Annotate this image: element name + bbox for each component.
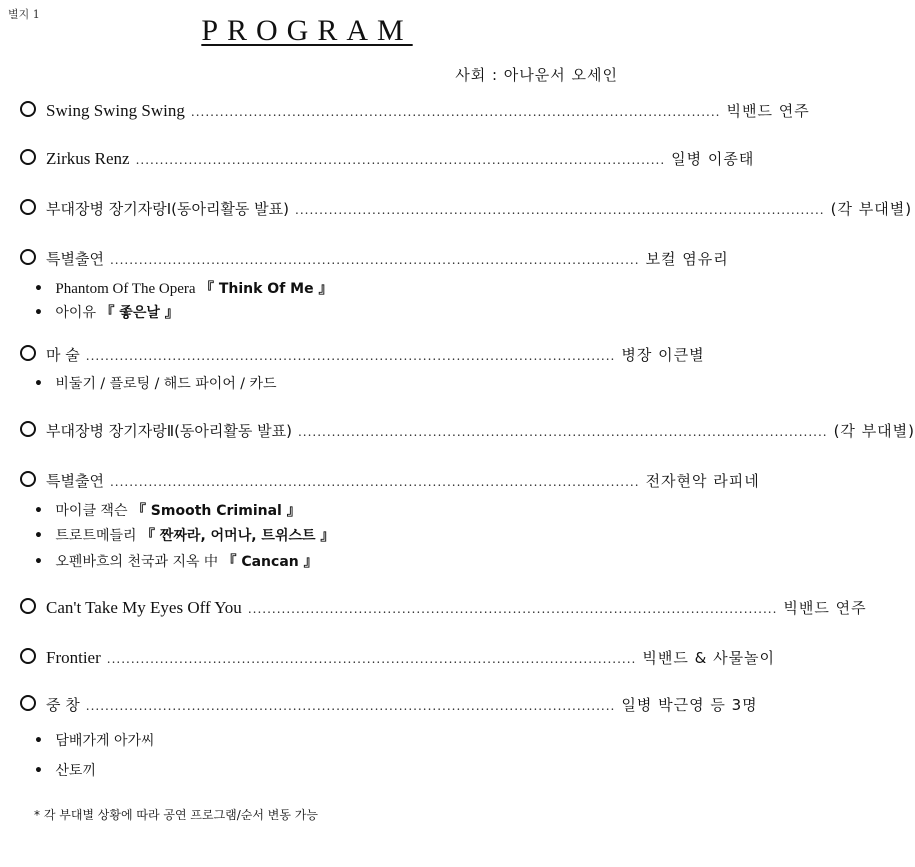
- attachment-label: 별지 1: [8, 8, 40, 21]
- program-item: [20, 148, 755, 169]
- sub-item: [34, 373, 277, 393]
- sub-item-song: 『 Smooth Criminal 』: [131, 503, 301, 519]
- sub-item-text: 비둘기 / 플로팅 / 해드 파이어 / 카드: [55, 376, 277, 392]
- item-performer: 빅밴드 연주: [726, 102, 810, 120]
- sub-item: [34, 302, 179, 322]
- host-line: 사회 : 아나운서 오세인: [455, 66, 618, 84]
- item-title: 중 창: [46, 696, 80, 714]
- item-performer: 전자현악 라피네: [645, 472, 760, 490]
- item-title: Frontier: [46, 648, 101, 667]
- dot-bullet-icon: •: [34, 503, 43, 519]
- leader-dots: ..............................................................................................................: [85, 699, 616, 713]
- program-item: [20, 344, 705, 365]
- leader-dots: ..............................................................................................................: [109, 253, 640, 267]
- leader-dots: ..............................................................................................................: [85, 349, 616, 363]
- sub-item: [34, 760, 96, 780]
- item-performer: (각 부대별): [830, 200, 913, 218]
- program-item: [20, 694, 758, 715]
- sub-item-text: 산토끼: [55, 763, 96, 779]
- leader-dots: ..............................................................................................................: [109, 475, 640, 489]
- circle-bullet-icon: [20, 149, 36, 165]
- sub-item-artist: 아이유: [55, 305, 96, 321]
- circle-bullet-icon: [20, 199, 36, 215]
- page-title: PROGRAM: [201, 14, 413, 47]
- sub-item-artist: Phantom Of The Opera: [55, 281, 196, 297]
- item-title: Zirkus Renz: [46, 149, 130, 168]
- dot-bullet-icon: •: [34, 305, 43, 321]
- leader-dots: ..............................................................................................................: [247, 602, 778, 616]
- item-title: 특별출연: [46, 472, 104, 490]
- item-title: 특별출연: [46, 250, 104, 268]
- circle-bullet-icon: [20, 648, 36, 664]
- program-item: [20, 420, 915, 441]
- item-title: Can't Take My Eyes Off You: [46, 598, 242, 617]
- circle-bullet-icon: [20, 421, 36, 437]
- leader-dots: ..............................................................................................................: [135, 153, 666, 167]
- program-item: [20, 248, 729, 269]
- dot-bullet-icon: •: [34, 763, 43, 779]
- sub-item-artist: 오펜바흐의 천국과 지옥 中: [55, 554, 218, 570]
- leader-dots: ..............................................................................................................: [295, 203, 825, 217]
- item-performer: 보컬 염유리: [645, 250, 729, 268]
- circle-bullet-icon: [20, 345, 36, 361]
- footnote: * 각 부대별 상황에 따라 공연 프로그램/순서 변동 가능: [34, 808, 318, 822]
- sub-item-song: 『 Cancan 』: [222, 554, 318, 570]
- item-performer: 일병 이종태: [671, 150, 755, 168]
- sub-item-song: 『 좋은날 』: [100, 305, 179, 321]
- item-title: 부대장병 장기자랑Ⅱ(동아리활동 발표): [46, 422, 292, 440]
- sub-item: [34, 500, 301, 520]
- program-item: [20, 470, 760, 491]
- item-performer: 빅밴드 연주: [783, 599, 867, 617]
- item-performer: 빅밴드 & 사물놀이: [642, 649, 776, 667]
- leader-dots: ..............................................................................................................: [297, 425, 828, 439]
- sub-item-text: 담배가게 아가씨: [55, 733, 155, 749]
- circle-bullet-icon: [20, 101, 36, 117]
- circle-bullet-icon: [20, 249, 36, 265]
- sub-item: [34, 278, 332, 298]
- item-title: 부대장병 장기자랑Ⅰ(동아리활동 발표): [46, 200, 290, 218]
- item-performer: 병장 이큰별: [621, 346, 705, 364]
- leader-dots: ..............................................................................................................: [190, 105, 721, 119]
- circle-bullet-icon: [20, 598, 36, 614]
- program-item: [20, 100, 810, 121]
- dot-bullet-icon: •: [34, 554, 43, 570]
- sub-item-song: 『 Think Of Me 』: [199, 281, 333, 297]
- sub-item: [34, 730, 155, 750]
- program-item: [20, 647, 776, 668]
- dot-bullet-icon: •: [34, 281, 43, 297]
- dot-bullet-icon: •: [34, 733, 43, 749]
- item-performer: 일병 박근영 등 3명: [621, 696, 758, 714]
- dot-bullet-icon: •: [34, 528, 43, 544]
- program-item: [20, 198, 913, 219]
- item-title: Swing Swing Swing: [46, 101, 185, 120]
- sub-item-song: 『 짠짜라, 어머나, 트위스트 』: [141, 528, 335, 544]
- item-title: 마 술: [46, 346, 80, 364]
- circle-bullet-icon: [20, 695, 36, 711]
- dot-bullet-icon: •: [34, 376, 43, 392]
- sub-item: [34, 525, 334, 545]
- program-item: [20, 597, 867, 618]
- leader-dots: ..............................................................................................................: [106, 652, 637, 666]
- sub-item-artist: 마이클 잭슨: [55, 503, 128, 519]
- sub-item: [34, 551, 318, 571]
- item-performer: (각 부대별): [833, 422, 915, 440]
- circle-bullet-icon: [20, 471, 36, 487]
- sub-item-artist: 트로트메들리: [55, 528, 137, 544]
